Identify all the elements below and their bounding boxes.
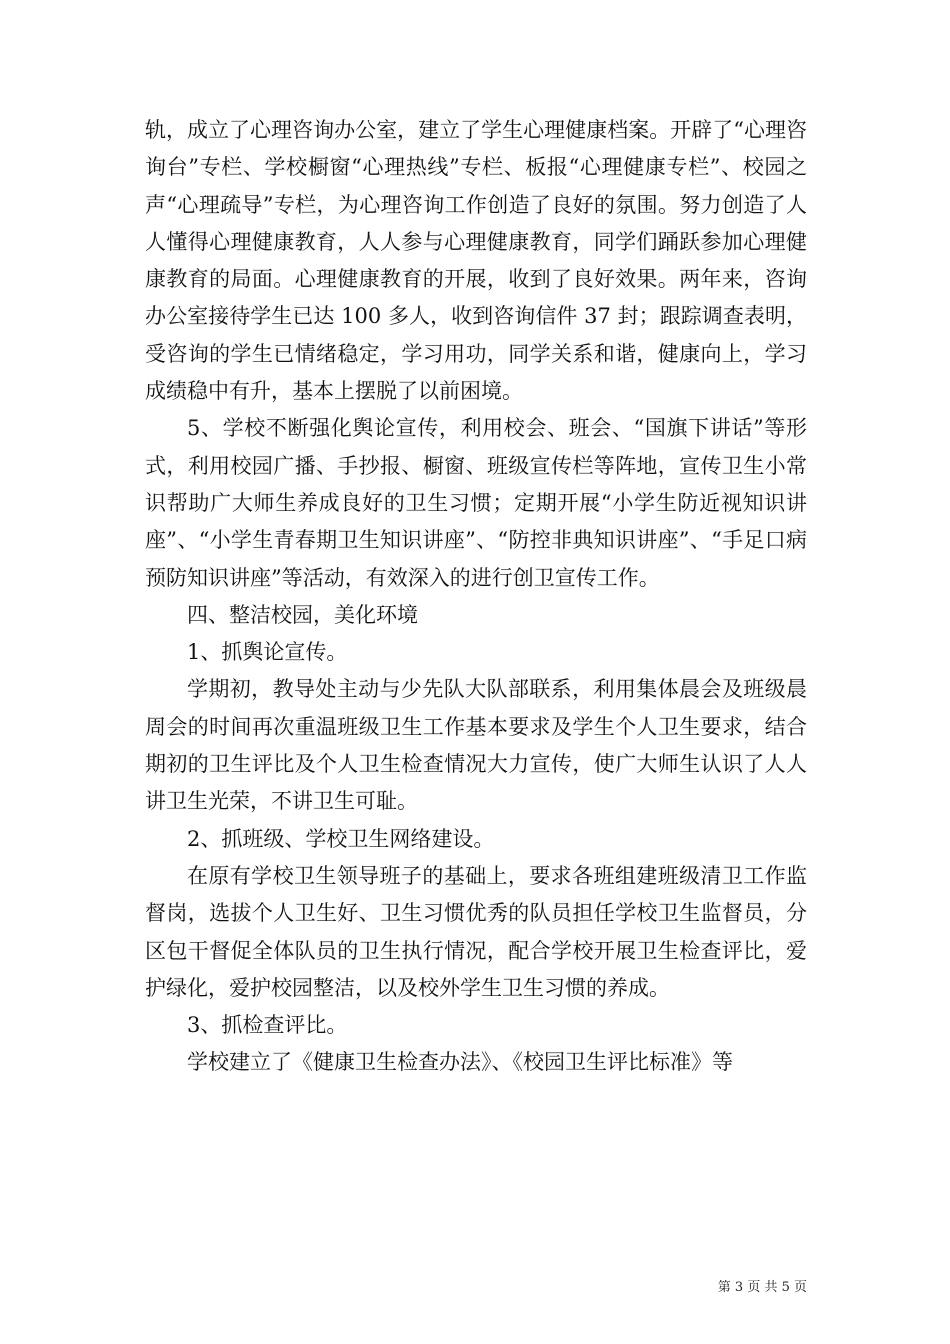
paragraph-inspection: 学校建立了《健康卫生检查办法》、《校园卫生评比标准》等 [187,1050,733,1075]
section-heading-4: 四、整洁校园，美化环境 [187,602,418,627]
document-body [145,112,807,1082]
paragraph-continued: 轨，成立了心理咨询办公室，建立了学生心理健康档案。开辟了“心理咨询台”专栏、学校橱窗“心理热线”专栏、板报“心理健康专栏”、校园之声“心理疏导”专栏，为心理咨询工作创造了良好的氛围。努力创造了人人懂得心理健康教育，人人参与心理健康教育，同学们踊跃参加心理健康教育的局面。心理健康教育的开展，收到了良好效果。两年来，咨询办公室接待学生已达 100 多人，收到咨询信件 37 封；跟踪调查表明，受咨询的学生已情绪稳定，学习用功，同学关系和谐，健康向上，学习成绩稳中有升，基本上摆脱了以前困境。 [145,118,807,404]
subheading-1: 1、抓舆论宣传。 [187,640,348,665]
page-number-footer: 第 3 页 共 5 页 [717,1280,807,1295]
paragraph-item-5: 5、学校不断强化舆论宣传，利用校会、班会、“国旗下讲话”等形式，利用校园广播、手抄报、橱窗、班级宣传栏等阵地，宣传卫生小常识帮助广大师生养成良好的卫生习惯；定期开展“小学生防近视知识讲座”、“小学生青春期卫生知识讲座”、“防控非典知识讲座”、“手足口病预防知识讲座”等活动，有效深入的进行创卫宣传工作。 [145,416,807,590]
paragraph-publicity: 学期初，教导处主动与少先队大队部联系，利用集体晨会及班级晨周会的时间再次重温班级卫生工作基本要求及学生个人卫生要求，结合期初的卫生评比及个人卫生检查情况大力宣传，使广大师生认识了人人讲卫生光荣，不讲卫生可耻。 [145,677,807,814]
paragraph-network: 在原有学校卫生领导班子的基础上，要求各班组建班级清卫工作监督岗，选拔个人卫生好、卫生习惯优秀的队员担任学校卫生监督员，分区包干督促全体队员的卫生执行情况，配合学校开展卫生检查评比，爱护绿化，爱护校园整洁，以及校外学生卫生习惯的养成。 [145,863,807,1000]
subheading-3: 3、抓检查评比。 [187,1013,348,1038]
subheading-2: 2、抓班级、学校卫生网络建设。 [187,826,495,851]
